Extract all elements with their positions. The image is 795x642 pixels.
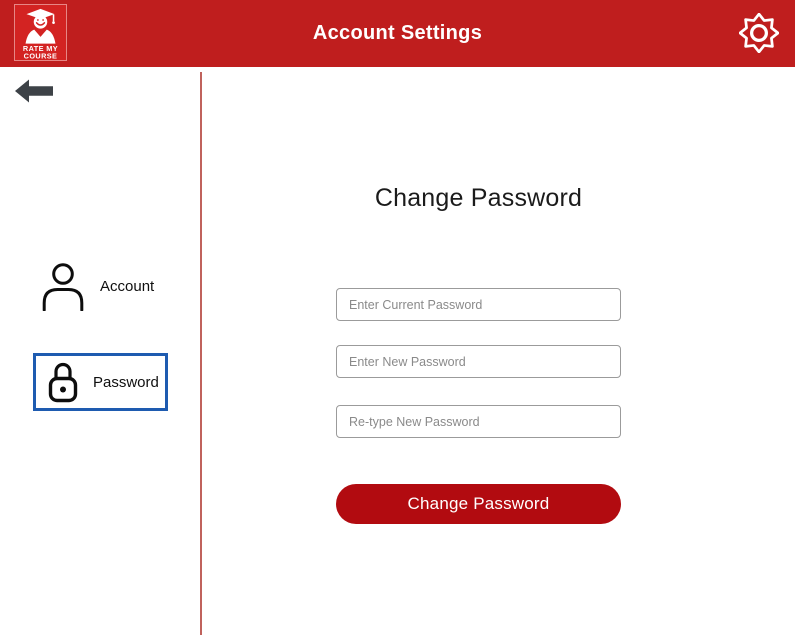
current-password-input[interactable] (336, 288, 621, 321)
back-button[interactable] (14, 78, 54, 104)
rate-my-course-logo[interactable] (14, 4, 67, 61)
app-header (0, 0, 795, 67)
page-title: Account Settings (312, 22, 483, 44)
change-password-button[interactable]: Change Password (336, 484, 621, 524)
logo-line1: RATE MY (22, 43, 59, 53)
lock-icon (44, 359, 82, 405)
change-password-heading: Change Password (374, 184, 583, 212)
sidebar-item-account[interactable] (42, 260, 172, 312)
settings-gear-icon[interactable] (739, 13, 779, 53)
new-password-input[interactable] (336, 345, 621, 378)
left-arrow-icon (14, 78, 54, 104)
retype-new-password-input[interactable] (336, 405, 621, 438)
graduate-mascot-icon (14, 5, 67, 60)
sidebar-item-label: Account (100, 277, 155, 295)
sidebar-item-label: Password (93, 373, 159, 391)
sidebar-item-password[interactable] (33, 353, 168, 411)
sidebar-divider (200, 72, 202, 635)
person-icon (42, 262, 84, 311)
logo-line2: COURSE (23, 51, 58, 60)
